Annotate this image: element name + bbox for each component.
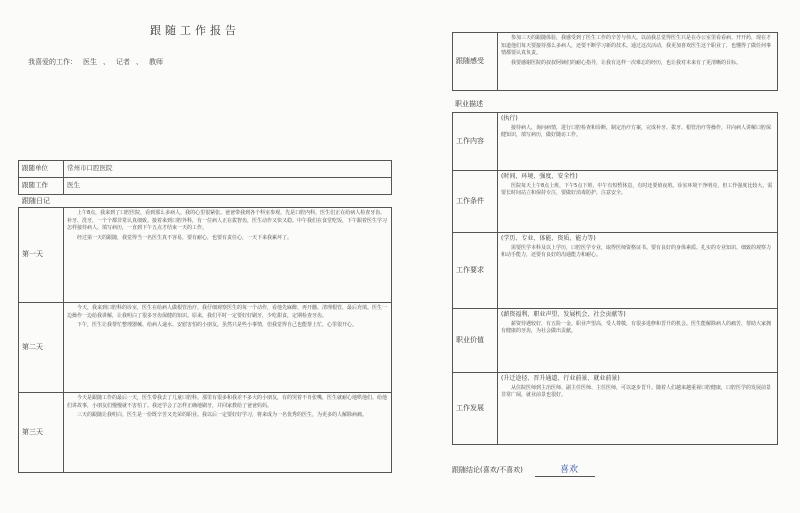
unit-value: 常州市口腔医院: [64, 161, 392, 178]
conclusion-underline: [535, 476, 595, 477]
day-3-text-2: 三天的跟随让我明白，医生是一份既辛苦又光荣的职业。我以后一定要好好学习，将来成为一名优秀的医生，为更多的人解除病痛。: [77, 412, 368, 418]
career-development-sub: (升迁途径、晋升通道、行业前景、就业前景): [501, 375, 620, 382]
career-development-text: 从住院医师到主治医师、副主任医师、主任医师，可以逐步晋升。随着人们越来越重视口腔健康，口腔医学的发展前景非常广阔，就业前景也很好。: [501, 384, 772, 398]
work-content-sub: (执行): [501, 115, 518, 122]
conclusion-value: 喜欢: [560, 465, 579, 475]
diary-label: 跟随日记: [22, 197, 50, 205]
feeling-text-2: 我要感谢医院的叔叔阿姨们的耐心指导，让我有这样一次难忘的经历，也让我对未来有了更清晰的目标。: [511, 59, 742, 66]
day-1-text-2: 经过第一天的跟随，我觉得当一名医生真不容易，要有耐心，也要有责任心，一天下来我累坏了。: [77, 234, 293, 241]
work-requirements-sub: (学历、专业、体能、资质、能力等): [501, 235, 596, 242]
work-conditions-entry: [498, 171, 778, 233]
day-2-label: 第二天: [19, 303, 64, 393]
favorite-job-1: 医生: [83, 58, 97, 66]
career-development-entry: [498, 373, 778, 445]
day-2-text: 今天，我来到口腔科的诊室，医生在给病人做根管治疗。我仔细观察医生的每一个动作，看他先麻醉、再开髓、清理根管，最后充填。医生一边操作一边给我讲解，让我明白了很多牙齿保健的知识。原来，我们平时一定要好好刷牙，少吃甜食，定期检查牙齿。: [67, 305, 388, 319]
career-value-text: 薪资待遇较好，有五险一金。职业声望高，受人尊敬，有很多进修和晋升的机会。医生能解除病人的痛苦，帮助大家拥有健康的牙齿，为社会做出贡献。: [501, 320, 772, 334]
feeling-entry: [498, 33, 778, 91]
feeling-table: [452, 32, 778, 91]
day-3-label: 第三天: [19, 393, 64, 473]
day-1-text: 上午8点，我来到了口腔医院，看到那么多病人，我的心里很紧张。爸爸带我到各个科室参观，先是口腔内科，医生们正在给病人检查牙齿、补牙、洗牙，一个个都非常认真细致。接着来到口腔外科，有一位病人正在拔智齿，医生动作又快又稳。中午我们在食堂吃饭，下午跟着医生学习怎样接待病人、填写病历，一直到下午五点才结束一天的工作。: [67, 210, 388, 231]
diary-table: [18, 207, 392, 473]
career-description-title: 职业描述: [455, 100, 483, 108]
conclusion-label: 跟随结论(喜欢/不喜欢): [452, 466, 523, 474]
favorite-jobs-label: 我喜爱的工作：: [28, 58, 77, 66]
favorite-job-separator: 、: [136, 58, 143, 66]
career-value-label: 职业价值: [453, 309, 498, 373]
unit-label: 跟随单位: [19, 161, 64, 178]
feeling-text: 参加三天的跟随体验，我感受到了医生工作的辛苦与伟大。以前我总觉得医生只是在办公室里看看病、开开药，现在才知道他们每天要接待那么多病人，还要不断学习新的技术。通过这次活动，我更加喜欢医生这个职业了，也懂得了做任何事情都要认真负责。: [501, 35, 772, 56]
work-conditions-sub: (时间、环境、强度、安全性): [501, 173, 578, 180]
day-3-entry: [64, 393, 392, 473]
work-requirements-text: 需要医学本科及以上学历，口腔医学专业，取得医师资格证书。要有良好的身体素质、扎实的专业知识、细致的观察力和动手能力，还要有良好的沟通能力和耐心。: [501, 244, 772, 258]
favorite-jobs-line: [28, 57, 169, 67]
work-requirements-entry: [498, 233, 778, 309]
job-value: 医生: [64, 178, 392, 195]
job-label: 跟随工作: [19, 178, 64, 195]
career-value-entry: [498, 309, 778, 373]
work-requirements-label: 工作要求: [453, 233, 498, 309]
career-value-sub: (薪资福利、职业声望、发展机会、社会贡献等): [501, 311, 626, 318]
work-conditions-text: 医院每天上午8点上班，下午5点下班，中午有短暂休息，有时还要值夜班。诊室环境干净明亮，但工作强度比较大，需要长时间站立和保持专注，要做好消毒防护，注意安全。: [501, 182, 773, 196]
favorite-job-2: 记者: [116, 58, 130, 66]
day-1-entry: [64, 208, 392, 303]
report-title: 跟随工作报告: [150, 24, 240, 37]
day-2-entry: [64, 303, 392, 393]
feeling-label: 跟随感受: [453, 33, 498, 91]
work-conditions-label: 工作条件: [453, 171, 498, 233]
day-1-label: 第一天: [19, 208, 64, 303]
work-content-text: 接待病人，询问病情，进行口腔检查和诊断，制定治疗方案，完成补牙、拔牙、根管治疗等操作，并向病人讲解口腔保健知识，填写病历，做好随访工作。: [501, 124, 772, 138]
day-3-text: 今天是跟随工作的最后一天，医生带我去了儿童口腔科。那里有很多和我差不多大的小朋友，有的哭着不肯张嘴，医生就耐心地哄他们、给他们讲故事，小朋友们慢慢就不害怕了。我还学会了怎样正确地刷牙，并回家教给了爸爸妈妈。: [67, 395, 388, 409]
favorite-job-3: 教师: [149, 58, 163, 66]
career-development-label: 工作发展: [453, 373, 498, 445]
work-content-entry: [498, 113, 778, 171]
career-table: [452, 112, 778, 445]
day-2-text-2: 下午，医生让我帮忙整理器械、给病人递水、安慰害怕的小朋友。虽然只是些小事情，但我觉得自己也能帮上忙，心里很开心。: [77, 322, 358, 328]
favorite-job-separator: 、: [103, 58, 110, 66]
work-content-label: 工作内容: [453, 113, 498, 171]
info-table: [18, 160, 392, 195]
